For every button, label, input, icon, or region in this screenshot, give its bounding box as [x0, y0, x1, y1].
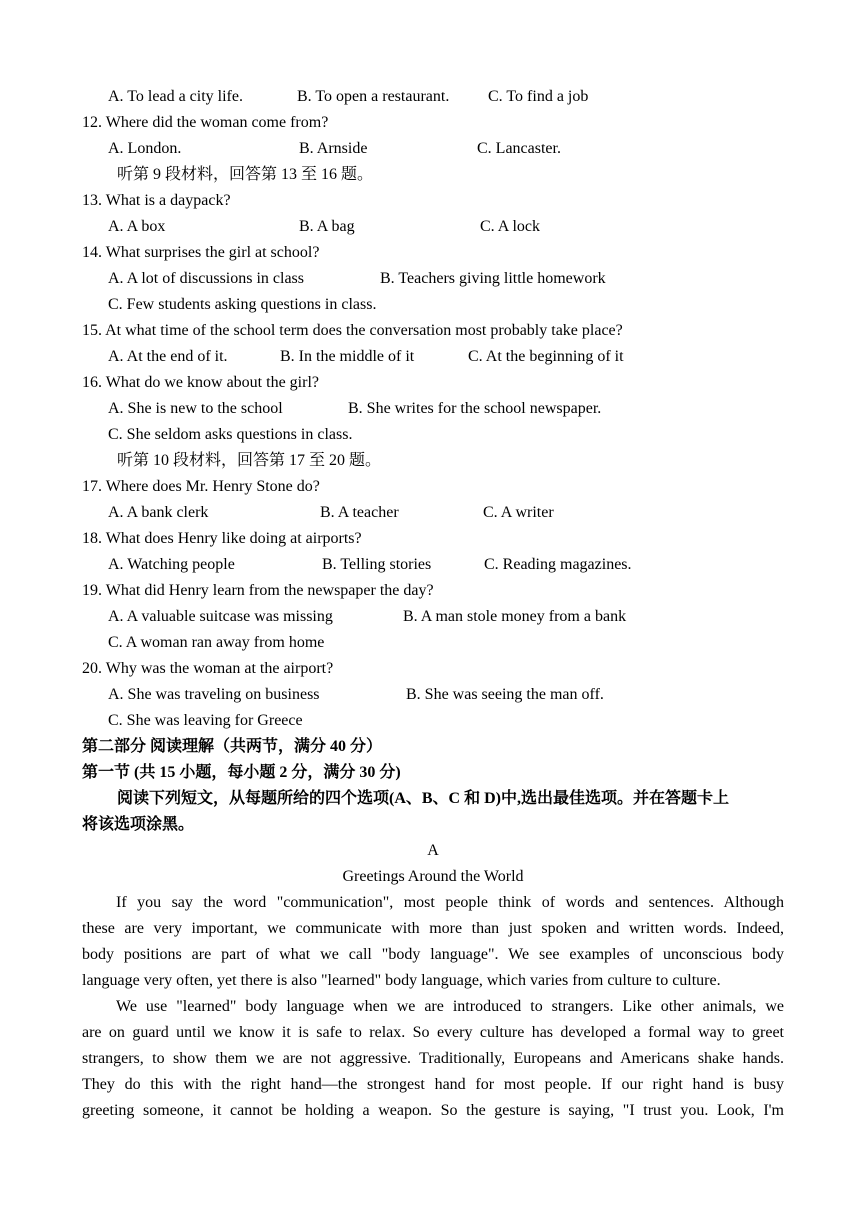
q17-option-a: A. A bank clerk: [108, 504, 209, 521]
q15-question: 15. At what time of the school term does the conversation most probably take place?: [82, 322, 623, 339]
paragraph-1-line-2: these are very important, we communicate with more than just spoken and written words. Indeed,: [82, 920, 784, 937]
section-9-instruction: 听第 9 段材料，回答第 13 至 16 题。: [117, 166, 374, 183]
q15-option-b: B. In the middle of it: [280, 348, 415, 365]
q18-question: 18. What does Henry like doing at airports?: [82, 530, 362, 547]
paragraph-2-line-2: are on guard until we know it is safe to relax. So every culture has developed a formal way to greet: [82, 1024, 784, 1041]
q14-option-b: B. Teachers giving little homework: [380, 270, 606, 287]
reading-instruction-line2: 将该选项涂黑。: [82, 816, 195, 833]
q15-option-a: A. At the end of it.: [108, 348, 228, 365]
q16-option-c: C. She seldom asks questions in class.: [108, 426, 353, 443]
q13-option-c: C. A lock: [480, 218, 541, 235]
paragraph-2-line-3: strangers, to show them we are not aggressive. Traditionally, Europeans and Americans shake hands.: [82, 1050, 784, 1067]
paragraph-1-line-4: language very often, yet there is also "learned" body language, which varies from culture to culture.: [82, 972, 721, 989]
q13-question: 13. What is a daypack?: [82, 192, 231, 209]
paragraph-1-line-1: If you say the word "communication", most people think of words and sentences. Although: [116, 894, 784, 911]
paragraph-2-line-5: greeting someone, it cannot be holding a weapon. So the gesture is saying, "I trust you. Look, I'm: [82, 1102, 784, 1119]
q20-question: 20. Why was the woman at the airport?: [82, 660, 334, 677]
q17-option-c: C. A writer: [483, 504, 554, 521]
q15-option-c: C. At the beginning of it: [468, 348, 624, 365]
paragraph-2-line-1: We use "learned" body language when we are introduced to strangers. Like other animals, we: [116, 998, 784, 1015]
q13-option-a: A. A box: [108, 218, 166, 235]
q11-option-a: A. To lead a city life.: [108, 88, 243, 105]
q19-option-a: A. A valuable suitcase was missing: [108, 608, 333, 625]
q12-option-a: A. London.: [108, 140, 182, 157]
q14-question: 14. What surprises the girl at school?: [82, 244, 320, 261]
q14-option-c: C. Few students asking questions in class.: [108, 296, 377, 313]
part-two-heading: 第二部分 阅读理解（共两节，满分 40 分）: [82, 738, 383, 755]
q13-option-b: B. A bag: [299, 218, 355, 235]
q12-option-c: C. Lancaster.: [477, 140, 561, 157]
q19-option-c: C. A woman ran away from home: [108, 634, 325, 651]
q20-option-a: A. She was traveling on business: [108, 686, 320, 703]
q18-option-b: B. Telling stories: [322, 556, 432, 573]
q19-option-b: B. A man stole money from a bank: [403, 608, 627, 625]
paragraph-1-line-3: body positions are part of what we call "body language". We see examples of unconscious body: [82, 946, 784, 963]
q11-option-c: C. To find a job: [488, 88, 589, 105]
passage-letter: A: [427, 842, 439, 859]
q16-option-a: A. She is new to the school: [108, 400, 283, 417]
passage-title: Greetings Around the World: [342, 868, 524, 885]
paragraph-2-line-4: They do this with the right hand—the strongest hand for most people. If our right hand is busy: [82, 1076, 784, 1093]
q17-question: 17. Where does Mr. Henry Stone do?: [82, 478, 320, 495]
q12-option-b: B. Arnside: [299, 140, 368, 157]
q12-question: 12. Where did the woman come from?: [82, 114, 329, 131]
section-one-heading: 第一节 (共 15 小题，每小题 2 分，满分 30 分): [82, 764, 401, 781]
q20-option-b: B. She was seeing the man off.: [406, 686, 604, 703]
section-10-instruction: 听第 10 段材料，回答第 17 至 20 题。: [117, 452, 382, 469]
q18-option-c: C. Reading magazines.: [484, 556, 632, 573]
q11-option-b: B. To open a restaurant.: [297, 88, 450, 105]
q16-question: 16. What do we know about the girl?: [82, 374, 319, 391]
reading-instruction-line1: 阅读下列短文，从每题所给的四个选项(A、B、C 和 D)中,选出最佳选项。并在答题卡上: [117, 790, 729, 807]
q16-option-b: B. She writes for the school newspaper.: [348, 400, 602, 417]
q14-option-a: A. A lot of discussions in class: [108, 270, 305, 287]
q19-question: 19. What did Henry learn from the newspaper the day?: [82, 582, 434, 599]
q18-option-a: A. Watching people: [108, 556, 235, 573]
q17-option-b: B. A teacher: [320, 504, 399, 521]
q20-option-c: C. She was leaving for Greece: [108, 712, 303, 729]
